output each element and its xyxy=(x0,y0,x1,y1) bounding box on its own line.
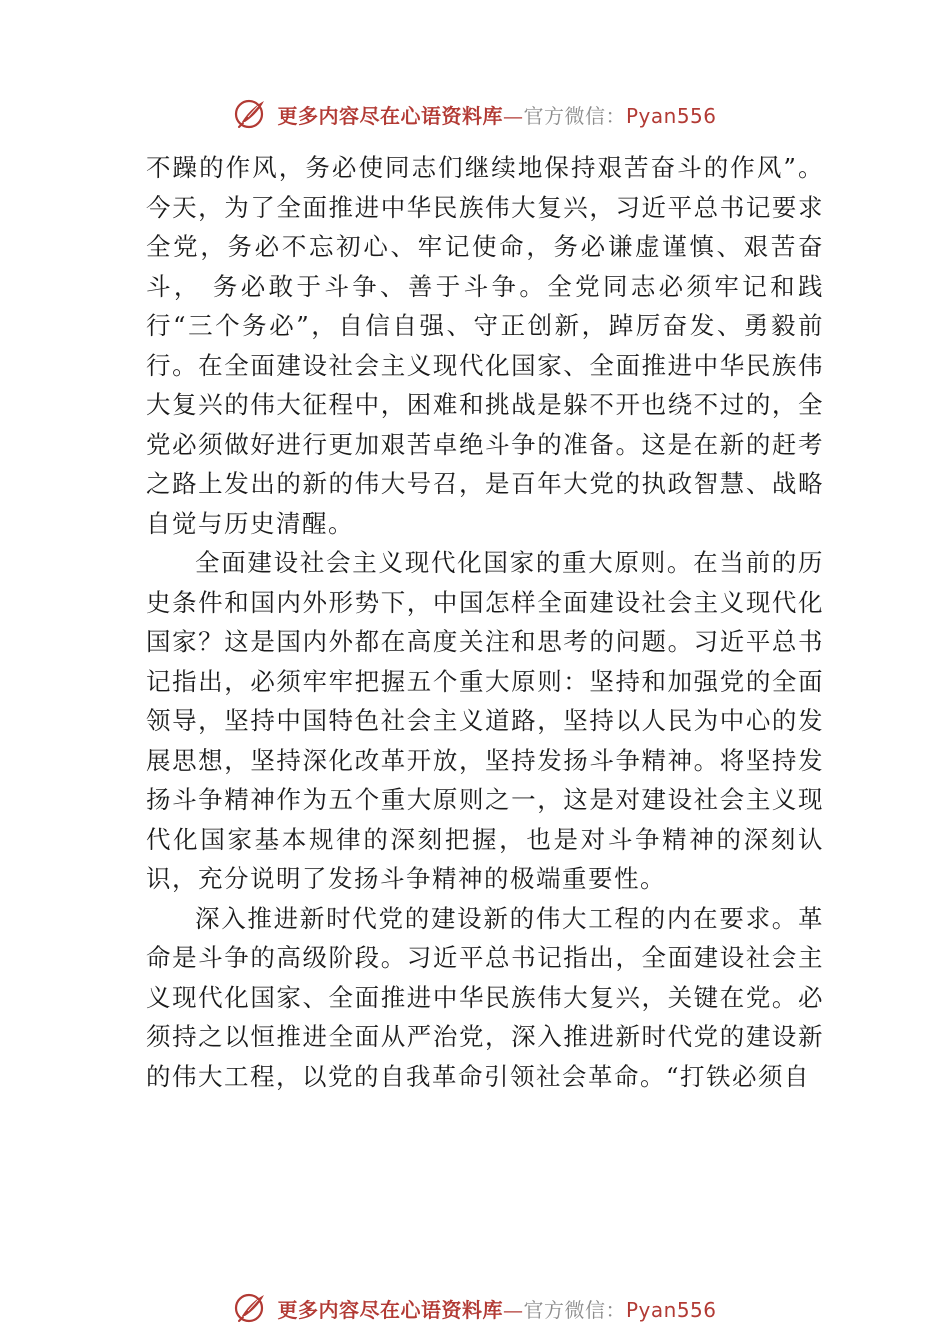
banner-text xyxy=(277,100,716,129)
banner-text xyxy=(277,1294,716,1323)
banner-dash: — xyxy=(502,103,524,128)
pen-feather-logo-icon xyxy=(233,96,269,132)
banner-wechat-label: 官方微信： xyxy=(523,1297,626,1322)
banner-wechat-id: Pyan556 xyxy=(625,1297,717,1322)
banner-dash: — xyxy=(502,1297,524,1322)
banner-main-text: 更多内容尽在心语资料库 xyxy=(277,1297,503,1322)
document-body xyxy=(146,148,824,1096)
paragraph-continued: 不躁的作风，务必使同志们继续地保持艰苦奋斗的作风”。 今天，为了全面推进中华民族伟大复兴，习近平总书记要求全党，务必不忘初心、牢记使命，务必谦虚谨慎、艰苦奋斗， 务必敢于斗争、善于斗争。全党同志必须牢记和践行“三个务必”，自信自强、守正创新，踔厉奋发、勇毅前行。在全面建设社会主义现代化国家、全面推进中华民族伟大复兴的伟大征程中，困难和挑战是躲不开也绕不过的，全党必须做好进行更加艰苦卓绝斗争的准备。这是在新的赶考之路上发出的新的伟大号召，是百年大党的执政智慧、战略自觉与历史清醒。 xyxy=(146,153,824,538)
banner-wechat-label: 官方微信： xyxy=(523,103,626,128)
footer-banner xyxy=(0,1286,950,1330)
paragraph-party-building: 深入推进新时代党的建设新的伟大工程的内在要求。革命是斗争的高级阶段。习近平总书记指出，全面建设社会主义现代化国家、全面推进中华民族伟大复兴，关键在党。必须持之以恒推进全面从严治党，深入推进新时代党的建设新的伟大工程，以党的自我革命引领社会革命。“打铁必须自 xyxy=(146,903,824,1091)
pen-feather-logo-icon xyxy=(233,1290,269,1326)
banner-main-text: 更多内容尽在心语资料库 xyxy=(277,103,503,128)
banner-wechat-id: Pyan556 xyxy=(625,103,717,128)
paragraph-major-principles: 全面建设社会主义现代化国家的重大原则。在当前的历史条件和国内外形势下，中国怎样全面建设社会主义现代化国家？这是国内外都在高度关注和思考的问题。习近平总书记指出，必须牢牢把握五个重大原则：坚持和加强党的全面领导，坚持中国特色社会主义道路，坚持以人民为中心的发展思想，坚持深化改革开放，坚持发扬斗争精神。将坚持发扬斗争精神作为五个重大原则之一，这是对建设社会主义现代化国家基本规律的深刻把握，也是对斗争精神的深刻认识，充分说明了发扬斗争精神的极端重要性。 xyxy=(146,548,824,893)
header-banner xyxy=(0,92,950,136)
